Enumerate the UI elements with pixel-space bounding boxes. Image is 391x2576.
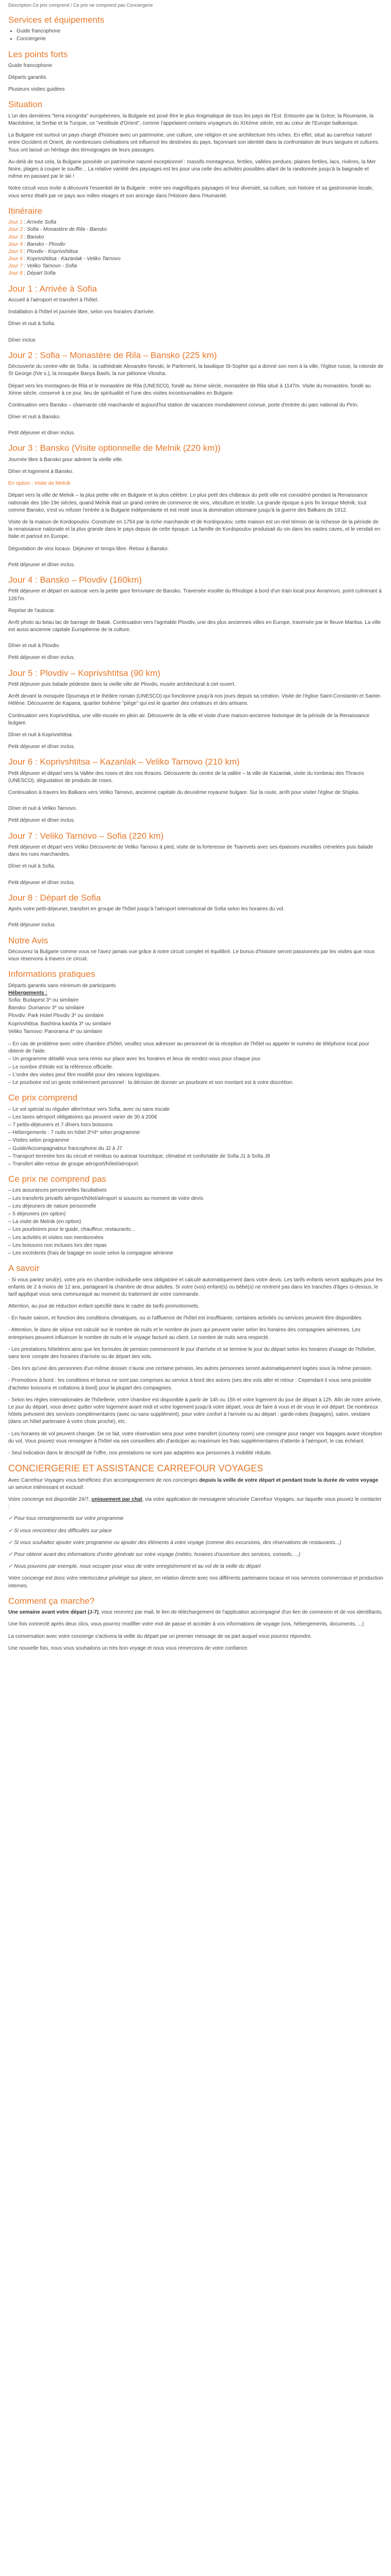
how-paragraph-bold: Une semaine avant votre départ (J-7)	[8, 1609, 99, 1616]
day-paragraph: Dîner et nuit à Sofia.	[8, 863, 56, 870]
day-title: Jour 6 : Koprivshtitsa – Kazanlak – Veliko Tarnovo (210 km)	[8, 757, 240, 767]
list-item: – La visite de Melnik (en option)	[8, 1219, 82, 1225]
list-item: – Les excédents (frais de bagage en soute selon la compagnie aérienne	[8, 1250, 173, 1256]
day-paragraph: Dîner et nuit à Bansko.	[8, 414, 61, 420]
day-meals: Petit déjeuner inclus	[8, 922, 55, 928]
practical-note: – Un programme détaillé vous sera remis sur place avec les horaires et lieux de rendez-vous pour chaque jour.	[8, 1056, 262, 1062]
practical-notes	[8, 1041, 384, 1087]
itinerary-day-label: Jour 8	[8, 270, 23, 277]
practical-title: Informations pratiques	[8, 969, 95, 979]
concierge-availability-underline: uniquement par chat	[91, 1497, 142, 1503]
note-text: Découvrez la Bulgarie comme vous ne l'avez jamais vue grâce à notre circuit complet et équilibré. Le bonus d'histoire seront passionnés par les visites que nous vous réservons à travers ce circuit.	[8, 948, 375, 962]
list-item: • Guide francophone	[17, 28, 384, 35]
list-item: – Les boissons non incluses lors des repas	[8, 1242, 107, 1248]
concierge-bullet: ✓ Pour obtenir avant des informations d'ordre générale sur votre voyage (météo, horaires d'ouverture des services, conseils, ...)	[8, 1552, 301, 1557]
how-paragraph	[8, 1609, 384, 1616]
day-paragraph: Petit déjeuner et départ vers Veliko Découverte de Veliko Tarnovo à pied, visite de la forteresse de Tsarevets avec ses épaisses murailles crénelées puis balade dans les rues marchandes.	[8, 844, 373, 858]
concierge-bullet: ✓ Si vous rencontrez des difficultés sur place	[8, 1528, 112, 1534]
highlights-title: Les points forts	[8, 49, 68, 59]
itinerary-day-text: : Veliko Tarnovo - Sofia	[22, 263, 77, 269]
how-paragraph: La conversation avec votre concierge s'activera la veille du départ par un premier message de sa part auquel vous pourrez répondre.	[8, 1633, 312, 1639]
day-title: Jour 3 : Bansko (Visite optionnelle de Melnik (220 km))	[8, 443, 221, 453]
concierge-intro-bold: depuis la veille de votre départ et pendant toute la durée de votre voyage	[199, 1477, 379, 1483]
concierge-bullet: ✓ Pour tous renseignements sur votre programme	[8, 1516, 124, 1522]
day-paragraph: Départ vers la ville de Melnik – la plus petite ville en Bulgarie et la plus célèbre. Le plus petit des châteaux du petit ville est considéré pendant la Renaissance nationale des 18e-19e siècles, quand Melnik était un grand centre de commerce de vins, viticulture et textile. La grande époque a pris fin lorsque Melnik, tout comme Bansko, s'est vu refuser l'entrée à la Bulgarie indépendante et est resté sous la domination ottomane jusqu'à la guerre des Balkans de 1912.	[8, 493, 368, 513]
savoir-paragraph: - Des lors qu'une des personnes d'un même dossier n'aurai une certaine pension, les autres personnes seront automatiquement logées sous la même pension.	[8, 1366, 372, 1372]
savoir-paragraph: - En haute saison, et fonction des conditions climatiques, ou si l'affluence de l'hôtel est insuffisante, certaines activités ou services peuvent être disponibles.	[8, 1315, 363, 1321]
concierge-availability	[8, 1496, 384, 1511]
day-paragraph: Petit déjeuner puis balade pédestre dans la vieille ville de Plovdiv, musée architectural à ciel ouvert.	[8, 682, 236, 688]
day-meals: Petit déjeuner et dîner inclus.	[8, 655, 75, 661]
itinerary-day-label: Jour 4	[8, 241, 23, 247]
concierge-bullet: ✓ Nous pouvons par exemple, nous occuper pour vous de votre enregistrement et au vol de la veille du départ	[8, 1564, 261, 1570]
itinerary-item	[8, 248, 384, 256]
itinerary-item	[8, 263, 384, 270]
how-paragraph: Une nouvelle fois, nous vous souhaitons un très bon voyage et nous vous remercions de votre confiance.	[8, 1645, 249, 1651]
itinerary-day-label: Jour 5	[8, 248, 23, 255]
concierge-intro	[8, 1477, 384, 1492]
list-item: – Transport terrestre lors du circuit et minibus ou autocar touristique, climatisé et confortable de Sofia J1 à Sofia J8	[8, 1153, 270, 1159]
situation-paragraph: La Bulgarie est surtout un pays chargé d'histoire avec un patrimoine, une culture, une religion et une architecture très riches. En effet, situé au carrefour naturel entre Occident et Orient, de nombreuses civilisations ont influencé les destinées du pays, façonnant son identité dans la confrontation de leurs langues et cultures. Tous ont laissé un héritage des témoignages de leurs passages.	[8, 132, 380, 153]
day-paragraph: Dîner et nuit à Koprivshtitsa.	[8, 732, 73, 738]
practical-note: – En cas de problème avec votre chambre d'hôtel, veuillez vous adresser au personnel de la réception de l'hôtel ou appeler le numéro de téléphone local pour obtenir de l'aide.	[8, 1041, 369, 1055]
concierge-title: CONCIERGERIE ET ASSISTANCE CARREFOUR VOYAGES	[8, 1463, 264, 1474]
highlight-item: Départs garantis	[8, 75, 46, 81]
hotel-item: Sofia: Budapest 3* ou similaire	[8, 997, 79, 1004]
day-paragraph: Journée libre à Bansko pour admirer la vieille ville.	[8, 456, 123, 463]
note-title: Notre Avis	[8, 935, 48, 945]
hotel-item: Plovdiv: Park Hotel Plovdiv 3* ou similaire	[8, 1013, 104, 1019]
situation-paragraph: L'un des dernières "terra incognita" européennes, la Bulgarie est posé être le plus énigmatique de tous les pays de l'Est. Entourée par la Grèce, la Roumanie, la Macédoine, la Serbie et la Turquie, ce "vestibule d'Orient", comme l'appelaient certains voyageurs du XIXème siècle, est au cœur de l'Europe balkanique.	[8, 113, 374, 127]
itinerary-day-label: Jour 2	[8, 227, 23, 233]
savoir-paragraph: - Selon les règles internationales de l'hôtellerie, votre chambre est disponible à partir de 14h ou 15h et votre logement du jour de départ à 12h. Afin de notre arrivée, Le jour du départ, vous devez quitter votre logement avant midi et votre logement jusqu'à votre départ, vous de faire à vous et de vous le vol départ. De nombreux hôtels prévoient des services complémentaires (avec ou sans supplément), pour votre confort à l'arrivée ou au départ : garde-robes (bagages), salon, vestiaire (dans un hôtel partenaire à votre choix proche), etc.	[8, 1397, 382, 1425]
day-paragraph: Petit déjeuner et départ vers la Vallée des roses et des rois thraces. Découverte du centre de la vallée – la ville de Kazanlak, visite du tombeau des Thraces (UNESCO), dégustation de produits de roses.	[8, 770, 364, 784]
concierge-availability-text: Votre concierge est disponible 24/7,	[8, 1497, 92, 1503]
savoir-paragraph: - Les horaires de vol peuvent changer. De ce fait, votre réservation sera pour votre transfert (courtesy room) une consigne pour ranger vos bagages avant réception du vol. Vous pouvez vous renseigner à l'hôtel via ses conseillers afin d'anticiper au maximum les frais supplémentaires d'attente à l'aéroport, le cas échéant.	[8, 1431, 382, 1444]
savoir-paragraph: - Promotions à bord : les conditions et bonus ne sont pas comprises au service à bord des avions (ses des vols aller et retour : Cependant il vous sera possible d'acheter boissons et collations à bord) pour la plupart des compagnies.	[8, 1378, 371, 1391]
list-item: – Hébergements : 7 nuits en hôtel 3*/4* selon programme	[8, 1130, 140, 1136]
concierge-after: Votre concierge est donc votre interlocuteur privilégié sur place, en relation directe avec nos différents partenaires locaux et nos services commerciaux et production internes.	[8, 1575, 383, 1589]
list-item: – Transfert aller-retour de groupe aéroport/hôtel/aéroport.	[8, 1161, 140, 1167]
itinerary-day-text: : Arrivée Sofia	[22, 219, 57, 226]
list-item: – Les transferts privatifs aéroport/hôtel/aéroport si souscris au moment de votre devis	[8, 1195, 203, 1201]
itinerary-day-text: : Départ Sofia	[22, 270, 56, 277]
day-paragraph: Arrêt devant la mosquée Djoumaya et le théâtre romain (UNESCO) qui fonctionne jusqu'à nos jours depuis sa création. Visite de l'église Saint-Constantin et Sainte-Hélène. Découverte de Kapana, quartier bohème "piège" qui est le quartier des créateurs et des artisans.	[8, 693, 382, 707]
practical-note: – Le nombre d'étoile est la référence officielle.	[8, 1064, 113, 1070]
list-item: – Les taxes aéroport obligatoires qui peuvent varier de 30 à 200€	[8, 1114, 157, 1120]
itinerary-item	[8, 219, 384, 226]
list-item: – Les activités et visites non mentionnées	[8, 1234, 104, 1241]
itinerary-day-text: : Sofia - Monastère de Rila - Bansko	[22, 227, 107, 233]
day-paragraph: Accueil à l'aéroport et transfert à l'hôtel.	[8, 297, 99, 303]
how-paragraph-text: , vous recevrez par mail, le lien de téléchargement de l'application accompagné d'un lien de connexion et de vos identifiants.	[99, 1609, 383, 1616]
services-title: Services et équipements	[8, 14, 105, 25]
day-paragraph: Dîner et nuit à Veliko Tarnovo.	[8, 806, 77, 812]
highlight-item: Plusieurs visites guidées	[8, 87, 65, 93]
day-paragraph: Continuation à travers les Balkans vers Veliko Tarnovo, ancienne capitale du deuxième royaume bulgare. Sur la route, arrêt pour visiter l'église de Shipka.	[8, 790, 360, 796]
list-item: – Visites selon programme	[8, 1138, 70, 1144]
day-paragraph: Découverte du centre-ville de Sofia : la cathédrale Alexandre Nevski, le Parlement, la basilique St-Sophie qui a donné son nom à la ville, l'église russe, la rotonde de St George (IVe s.), la mosquée Banya Bashi, la rue piétonne Vitosha.	[8, 364, 384, 377]
practical-note: – Le pourboire est un geste entièrement personnel : la décision de donner un pourboire et son montant est à votre discrétion.	[8, 1079, 294, 1086]
savoir-paragraph: - Seul indication dans le descriptif de l'offre, nos prestations ne sont pas adaptées aux personnes à mobilité réduite.	[8, 1450, 272, 1456]
savoir-title: A savoir	[8, 1263, 40, 1274]
itinerary-item	[8, 270, 384, 277]
day-meals: Dîner inclus	[8, 337, 36, 343]
itinerary-day-text: : Koprivshtitsa - Kazanlak - Veliko Tarnovo	[22, 256, 121, 262]
day-paragraph: Continuation vers Bansko – charmante cité marchande et aujourd'hui station de vacances mondialement connue, porte d'entrée du parc national du Pirin.	[8, 402, 359, 408]
concierge-bullet: ✓ Si vous souhaitez ajouter votre programme ou ajouter des éléments à votre voyage (comme des excursions, des réservations de restaurants...)	[8, 1539, 341, 1546]
day-meals: Petit déjeuner et dîner inclus.	[8, 562, 75, 568]
situation-paragraph: Au-delà de tout cela, la Bulgarie possède un patrimoine naturel exceptionnel : massifs montagneux, fertiles, vallées perdues, plaines fertiles, lacs, rivières, la Mer Noire, plages à couper le souffle... La relative variété des paysages est les pour una celle des activités possibles allant de la randonnée jusqu'à la baignade et même en passant par le ski !	[8, 159, 376, 180]
included-list	[8, 1106, 384, 1168]
hotel-item: Koprivshtitsa: Bashtina kashta 3* ou similaire	[8, 1021, 111, 1027]
day-meals: Petit déjeuner et dîner inclus.	[8, 744, 75, 750]
itinerary-day-text: : Bansko	[22, 234, 44, 240]
day-paragraph: Dîner et nuit à Plovdiv.	[8, 643, 60, 649]
itinerary-day-label: Jour 3	[8, 234, 23, 240]
savoir-paragraph: Attention, au jour de réduction enfant spécifié dans le cadre de tarifs promotionnels.	[8, 1303, 200, 1310]
itinerary-list	[8, 219, 384, 278]
hotels-label: Hébergements :	[8, 990, 47, 996]
day-meals: Petit déjeuner et dîner inclus.	[8, 818, 75, 824]
list-item: – Les pourboires pour le guide, chauffeur, restaurants...	[8, 1227, 135, 1233]
list-item: – 7 petits-déjeuners et 7 dîners hors boissons	[8, 1122, 113, 1128]
situation-title: Situation	[8, 99, 43, 110]
concierge-availability-end: , via votre application de messagerie sécurisée Carrefour Voyages, sur laquelle vous pouvez le contacter :	[8, 1497, 382, 1510]
itinerary-day-label: Jour 6	[8, 256, 23, 262]
day-paragraph: Dégustation de vins locaux. Déjeuner et temps libre. Retour à Bansko.	[8, 546, 169, 552]
not-included-title: Ce prix ne comprend pas	[8, 1174, 106, 1184]
day-paragraph: Dîner et logement à Bansko.	[8, 469, 74, 475]
itinerary-day-text: : Bansko - Plovdiv	[22, 241, 66, 247]
highlight-item: Guide francophone	[8, 62, 53, 69]
list-item: • Conciergerie	[17, 36, 384, 43]
savoir-paragraph: - Les prestations hôtelières ainsi que les formules de pension commencent le jour d'arrivée et se termine le jour du départ selon les horaires d'usage de l'hôtelier, sans tenir compte des horaires d'arrivée ou de départ des vols.	[8, 1346, 376, 1360]
day-paragraph: Dîner et nuit à Sofia.	[8, 321, 56, 327]
itinerary-item	[8, 256, 384, 263]
day-paragraph: Visite de la maison de Kordopoulov. Construite en 1754 par la riche marchande et de Kordopoulov, cette maison est un réel témoin de la richesse de la période de la renaissance nationale et la plus grande dans le pays depuis de cette époque. La famille de Kordopoulov produisait du vin dans les vastes caves, et le vendait en Italie et partout en Europe.	[8, 519, 381, 540]
day-title: Jour 1 : Arrivée à Sofia	[8, 283, 97, 294]
savoir-paragraph: - Si vous partez seul(e), votre prix en chambre individuelle sera obligatoire et calculé automatiquement dans votre devis. Les tarifs enfants seront appliqués pour les enfants de 2 à moins de 12 ans, partageant la chambre de deux adultes. Si votre (vos) enfant(s) ou bébé(s) ne rentrent pas dans les tranches d'âges ci-dessus, le tarif appliqué vous sera communiqué au moment du traitement de votre commande.	[8, 1277, 383, 1297]
list-item: – Les assurances personnelles facultatives	[8, 1188, 107, 1194]
itinerary-day-label: Jour 7	[8, 263, 23, 269]
day-paragraph: Arrêt photo au beau lac de barrage de Batak. Continuation vers l'agréable Plovdiv, une des plus anciennes villes en Europe, traversée par le fleuve Maritsa. La ville est aussi ancienne capitale Européenne de la culture.	[8, 619, 381, 633]
day-option-label: En option : Visite de Melnik	[8, 481, 71, 487]
day-title: Jour 5 : Plovdiv – Koprivshtitsa (90 km)	[8, 668, 160, 678]
itinerary-item	[8, 226, 384, 233]
hotel-item: Bansko: Dumanov 3* ou similaire	[8, 1005, 85, 1011]
situation-paragraph: Notre circuit vous invite à découvrir l'essentiel de la Bulgarie : entre ses magnifiques paysages et leur diversité, sa culture, son histoire et sa gastronomie locale, vous serez ébahi par ce pays aux milles visages et son ancrage dans l'Histoire dans l'Humanité.	[8, 185, 373, 199]
list-item: – 5 déjeuners (en option)	[8, 1211, 66, 1217]
itinerary-item	[8, 234, 384, 241]
hotels-list	[8, 997, 384, 1036]
day-title: Jour 7 : Veliko Tarnovo – Sofia (220 km)	[8, 831, 164, 841]
practical-intro: Départs garantis sans minimum de participants	[8, 982, 116, 989]
day-paragraph: Reprise de l'autocar.	[8, 607, 55, 614]
itinerary-item	[8, 241, 384, 248]
day-title: Jour 4 : Bansko – Plovdiv (160km)	[8, 574, 142, 585]
concierge-intro-end: un service intéressant et exclusif.	[8, 1484, 85, 1490]
savoir-paragraph: - Attention, le dans de séjour est calculé sur le nombre de nuits et le nombre de jours qui peuvent varier selon les horaires des compagnies aériennes. Les entreprises peuvent influencer le nombre de nuits et le voyage facturé au client. Le nombre de nuits sera respecté.	[8, 1327, 361, 1341]
day-meals: Petit déjeuner et dîner inclus.	[8, 430, 75, 436]
day-paragraph: Continuation vers Koprivshtitsa, une ville-musée en plein air. Découverte de la ville et visite d'une maison-ancienne historique de la période de la Renaissance bulgare.	[8, 713, 370, 726]
itinerary-title: Itinéraire	[8, 206, 43, 216]
list-item: – Les déjeuners de nature personnelle	[8, 1203, 96, 1209]
list-item: – Guide/Accompagnateur francophone du J2 à J7	[8, 1145, 122, 1151]
day-title: Jour 2 : Sofia – Monastère de Rila – Bansko (225 km)	[8, 350, 217, 360]
hotel-item: Veliko Tarnovo: Panorama 4* ou similaire	[8, 1028, 103, 1035]
how-paragraph: Une fois connecté après deux clics, vous pourrez modifier votre mot de passe et accéder à vos informations de voyage (vos, hébergements, documents, ...)	[8, 1621, 364, 1628]
itinerary-day-text: : Plovdiv - Koprivshtitsa	[22, 248, 78, 255]
day-paragraph: Départ vers les montagnes de Rila et le monastère de Rila (UNESCO), fondé au Xème siècle, monastère de Rila situé à 1147m. Visite du monastère, fondé au Xème siècle, conservé à ce jour, lieu de spiritualité et l'une des visites incontournables en Bulgarie.	[8, 383, 371, 396]
day-meals: Petit déjeuner et dîner inclus.	[8, 879, 75, 886]
practical-note: – L'ordre des visites peut être modifié pour des raisons logistiques.	[8, 1072, 161, 1078]
included-title: Ce prix comprend	[8, 1093, 78, 1103]
services-list	[8, 28, 384, 43]
not-included-list	[8, 1187, 384, 1257]
day-paragraph: Petit déjeuner et départ en autocar vers la petite gare ferroviaire de Bansko. Traversée insolite du Rhodope à bord d'un train local pour Avramovo, point culminant à 1267m.	[8, 588, 382, 602]
day-title: Jour 8 : Départ de Sofia	[8, 892, 101, 903]
day-paragraph: Après votre petit-déjeuner, transfert en groupe de l'hôtel jusqu'à l'aéroport international de Sofia selon les horaires du vol.	[8, 906, 285, 912]
breadcrumb: Description Ce prix comprend / Ce prix ne comprend pas Conciergerie	[8, 3, 153, 8]
how-title: Comment ça marche?	[8, 1596, 95, 1606]
list-item: – Le vol spécial ou régulier aller/retour vers Sofia, avec ou sans escale	[8, 1106, 170, 1112]
day-paragraph: Installation à l'hôtel et journée libre, selon vos horaires d'arrivée.	[8, 309, 155, 315]
itinerary-day-label: Jour 1	[8, 219, 23, 226]
concierge-intro-text: Avec Carrefour Voyages vous bénéficiez d'un accompagnement de nos concierges	[8, 1477, 200, 1483]
